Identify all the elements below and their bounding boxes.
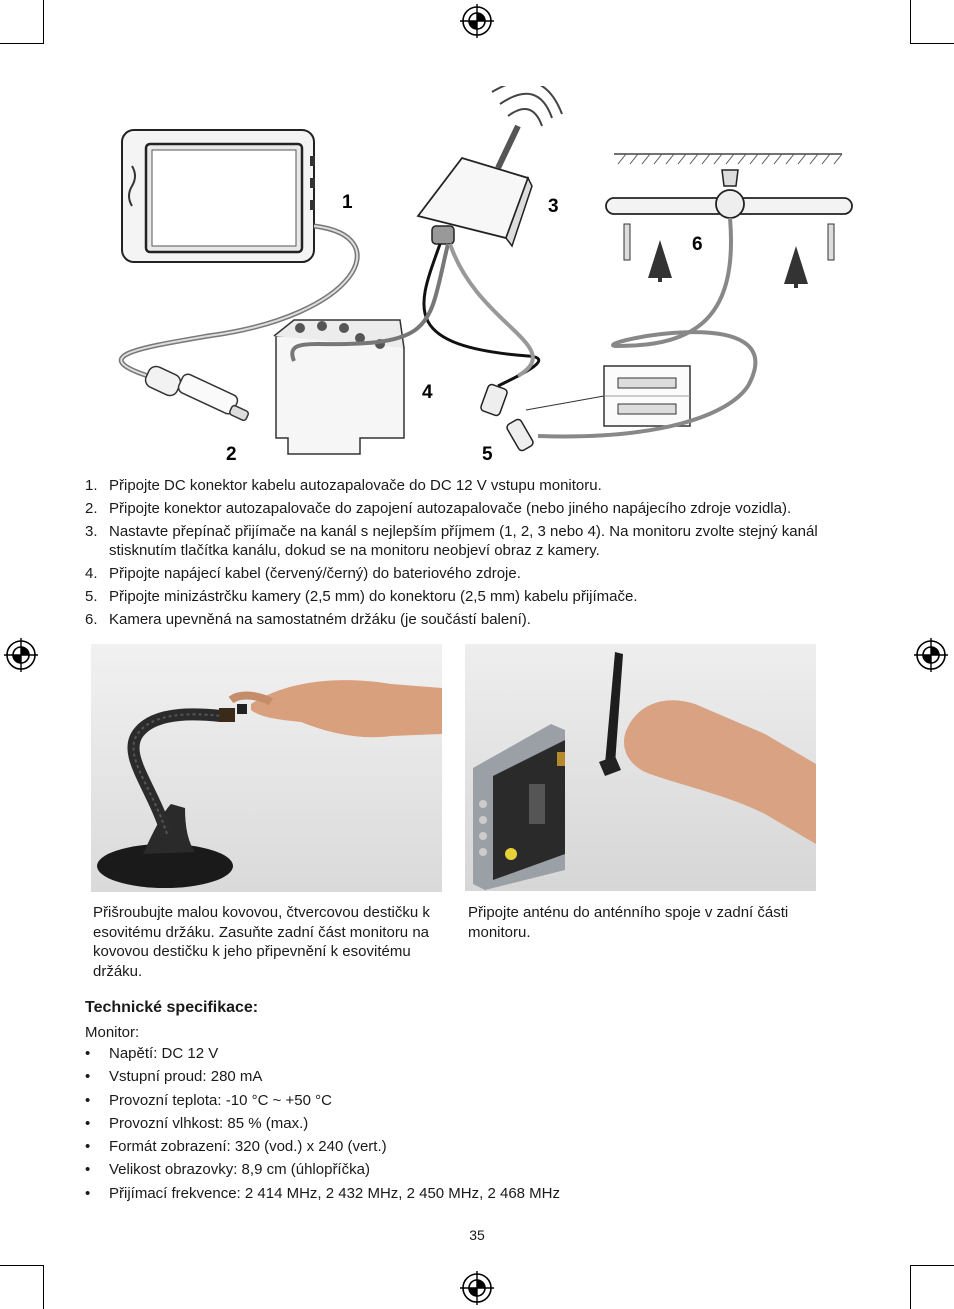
left-photo-caption: Přišroubujte malou kovovou, čtvercovou destičku k esovitému držáku. Zasuňte zadní část monitoru na kovovou destičku k jeho připevnění k esovitému držáku. <box>93 904 430 980</box>
installation-diagram <box>98 86 854 468</box>
callout-4: 4 <box>422 382 433 403</box>
monitor-illustration <box>122 130 315 262</box>
step-number: 6. <box>85 611 98 628</box>
registration-mark-bottom-icon <box>460 1271 494 1305</box>
step-text: Připojte konektor autozapalovače do zapojení autozapalovače (nebo jiného napájecího zdroje vozidla). <box>109 500 792 517</box>
callout-1: 1 <box>342 192 353 213</box>
step-number: 1. <box>85 477 98 494</box>
list-item <box>85 587 885 606</box>
page-number: 35 <box>469 1227 485 1243</box>
crop-mark-bottom-left-v <box>43 1265 44 1309</box>
list-item <box>85 1185 560 1208</box>
right-photo-caption: Připojte anténu do anténního spoje v zadní části monitoru. <box>468 904 789 941</box>
list-item <box>85 1092 560 1115</box>
callout-6: 6 <box>692 234 703 255</box>
specs-subheading: Monitor: <box>85 1024 140 1041</box>
crop-mark-bottom-left-h <box>0 1265 44 1266</box>
list-item <box>85 1115 560 1138</box>
spec-text: Velikost obrazovky: 8,9 cm (úhlopříčka) <box>109 1161 370 1179</box>
receiver-illustration <box>418 86 562 246</box>
spec-text: Napětí: DC 12 V <box>109 1045 219 1062</box>
registration-mark-right-icon <box>914 638 948 672</box>
bullet-icon: • <box>85 1138 91 1156</box>
list-item <box>85 499 885 518</box>
bullet-icon: • <box>85 1114 91 1132</box>
step-number: 3. <box>85 523 98 540</box>
step-text: Nastavte přepínač přijímače na kanál s nejlepším příjmem (1, 2, 3 nebo 4). Na monitoru zvolte stejný kanál stisknutím tlačítka kanálu, dokud se na monitoru neobjeví obraz z kamery. <box>109 523 818 559</box>
bullet-icon: • <box>85 1161 91 1179</box>
list-item <box>85 476 885 495</box>
bullet-icon: • <box>85 1184 91 1202</box>
crop-mark-top-right-v <box>910 0 911 44</box>
spec-text: Vstupní proud: 280 mA <box>109 1068 263 1086</box>
bullet-icon: • <box>85 1045 91 1062</box>
list-item <box>85 564 885 583</box>
registration-mark-top-icon <box>460 4 494 38</box>
registration-mark-left-icon <box>4 638 38 672</box>
connector-detail-illustration <box>526 366 690 426</box>
step-text: Připojte DC konektor kabelu autozapalovače do DC 12 V vstupu monitoru. <box>109 477 602 494</box>
mini-plug-illustration <box>480 383 535 452</box>
callout-2: 2 <box>226 444 237 465</box>
step-text: Kamera upevněná na samostatném držáku (je součástí balení). <box>109 611 531 628</box>
installation-steps-list <box>85 476 885 633</box>
list-item <box>85 1138 560 1161</box>
list-item <box>85 1068 560 1091</box>
crop-mark-top-left-v <box>43 0 44 44</box>
specs-heading: Technické specifikace: <box>85 999 259 1016</box>
list-item <box>85 522 885 560</box>
spec-text: Formát zobrazení: 320 (vod.) x 240 (vert.) <box>109 1138 387 1156</box>
spec-text: Provozní teplota: -10 °C ~ +50 °C <box>109 1091 332 1109</box>
crop-mark-top-left-h <box>0 43 44 44</box>
step-text: Připojte minizástrčku kamery (2,5 mm) do konektoru (2,5 mm) kabelu přijímače. <box>109 588 638 605</box>
step-number: 2. <box>85 500 98 517</box>
specs-list <box>85 1045 560 1208</box>
lighter-plug-illustration <box>143 364 249 421</box>
step-number: 4. <box>85 565 98 582</box>
bullet-icon: • <box>85 1068 91 1086</box>
list-item <box>85 1045 560 1068</box>
spec-text: Přijímací frekvence: 2 414 MHz, 2 432 MHz, 2 450 MHz, 2 468 MHz <box>109 1184 561 1202</box>
callout-3: 3 <box>548 196 559 217</box>
spec-text: Provozní vlhkost: 85 % (max.) <box>109 1114 309 1132</box>
list-item <box>85 1161 560 1184</box>
camera-mount-illustration <box>538 154 852 436</box>
bullet-icon: • <box>85 1091 91 1109</box>
crop-mark-bottom-right-v <box>910 1265 911 1309</box>
step-text: Připojte napájecí kabel (červený/černý) do bateriového zdroje. <box>109 565 521 582</box>
antenna-monitor-photo <box>465 644 816 891</box>
crop-mark-bottom-right-h <box>910 1265 954 1266</box>
crop-mark-top-right-h <box>910 43 954 44</box>
gooseneck-mount-photo <box>91 644 442 892</box>
step-number: 5. <box>85 588 98 605</box>
callout-5: 5 <box>482 444 493 465</box>
list-item <box>85 610 885 629</box>
